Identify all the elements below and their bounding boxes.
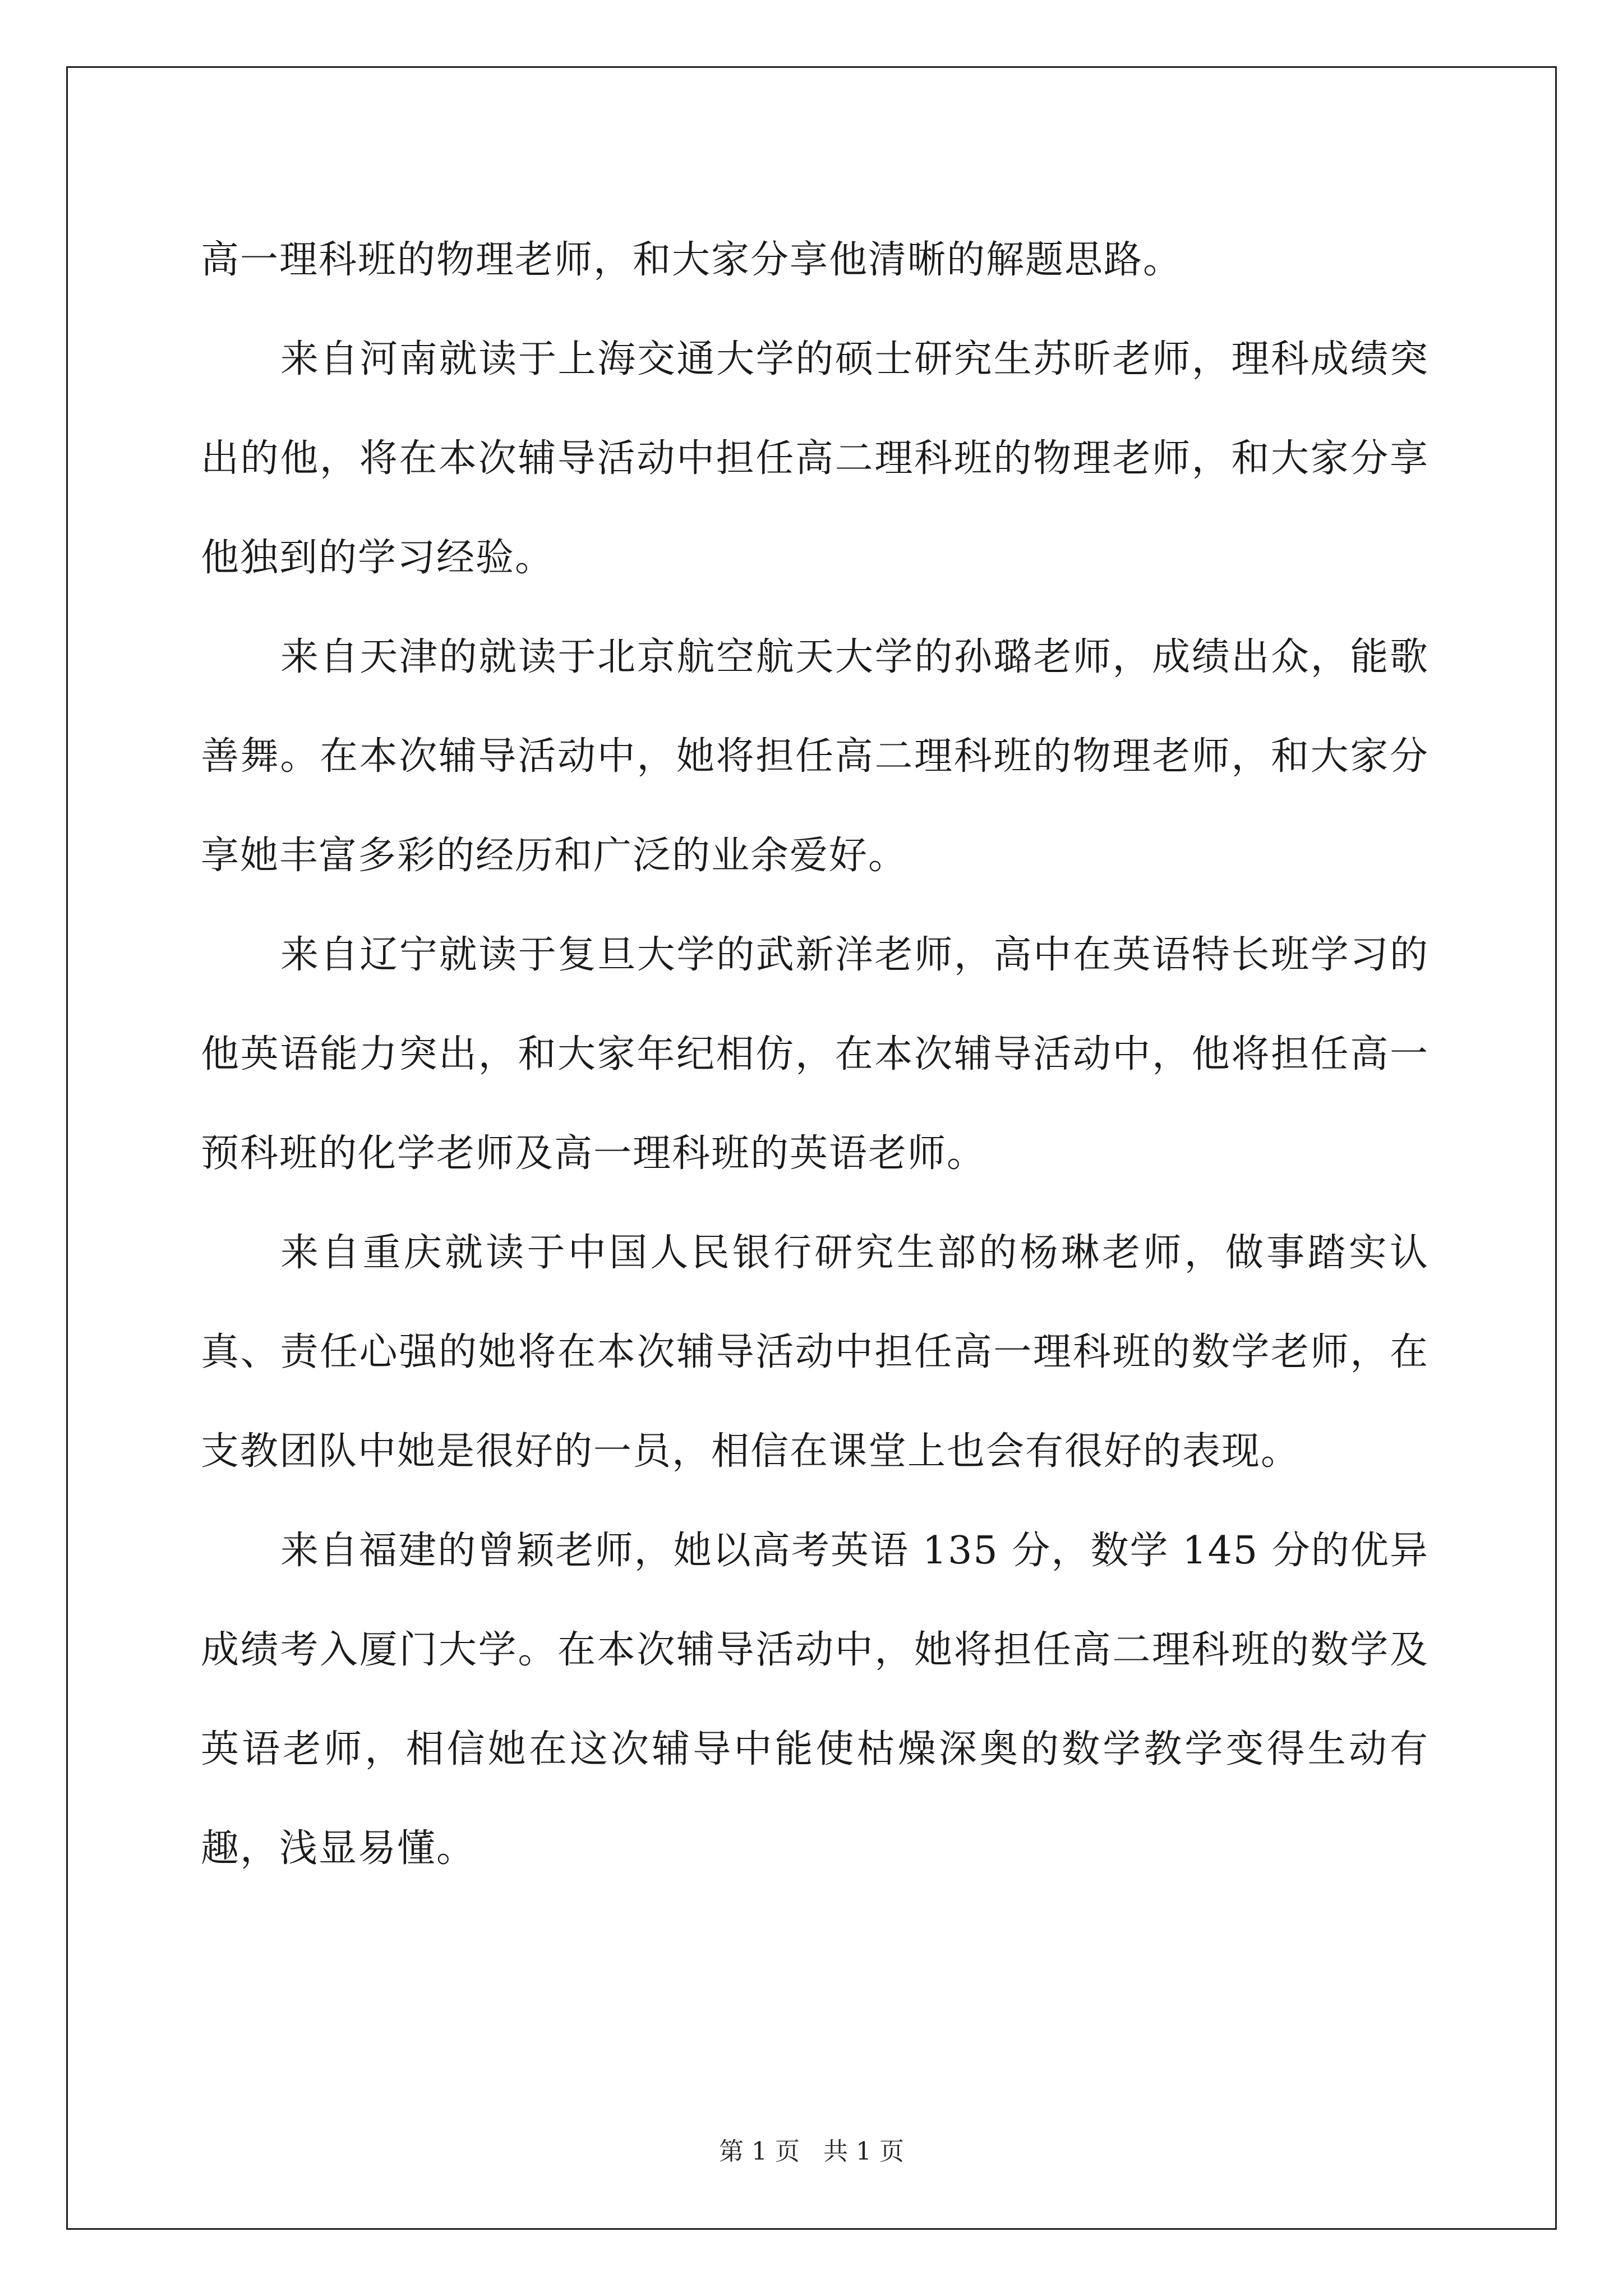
document-body (201, 210, 1429, 1898)
paragraph-3: 来自天津的就读于北京航空航天大学的孙璐老师，成绩出众，能歌善舞。在本次辅导活动中，她将担任高二理科班的物理老师，和大家分享她丰富多彩的经历和广泛的业余爱好。 (201, 635, 1429, 878)
page-total: 共 1 页 (823, 2137, 904, 2166)
paragraph-5: 来自重庆就读于中国人民银行研究生部的杨琳老师，做事踏实认真、责任心强的她将在本次辅导活动中担任高一理科班的数学老师，在支教团队中她是很好的一员，相信在课堂上也会有很好的表现。 (201, 1231, 1429, 1474)
page-number: 第 1 页 (719, 2137, 800, 2166)
paragraph-6: 来自福建的曾颖老师，她以高考英语 135 分，数学 145 分的优异成绩考入厦门大学。在本次辅导活动中，她将担任高二理科班的数学及英语老师，相信她在这次辅导中能使枯燥深奥的数学教学变得生动有趣，浅显易懂。 (201, 1529, 1429, 1871)
paragraph-4: 来自辽宁就读于复旦大学的武新洋老师，高中在英语特长班学习的他英语能力突出，和大家年纪相仿，在本次辅导活动中，他将担任高一预科班的化学老师及高一理科班的英语老师。 (201, 933, 1429, 1176)
paragraph-2: 来自河南就读于上海交通大学的硕士研究生苏昕老师，理科成绩突出的他，将在本次辅导活动中担任高二理科班的物理老师，和大家分享他独到的学习经验。 (201, 337, 1429, 580)
paragraph-1: 高一理科班的物理老师，和大家分享他清晰的解题思路。 (201, 238, 1183, 282)
page-footer (0, 2135, 1623, 2169)
